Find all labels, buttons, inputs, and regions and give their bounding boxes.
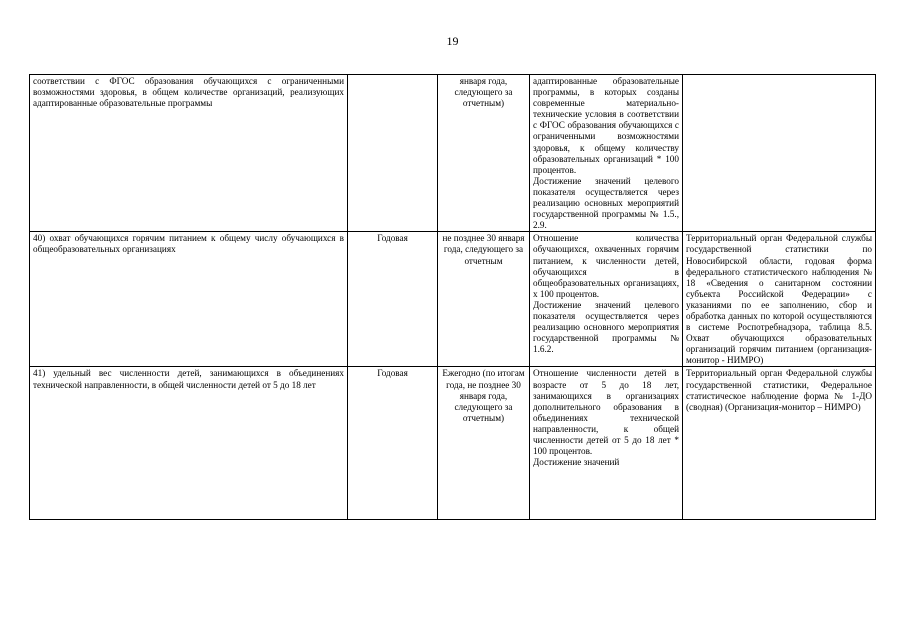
method-paragraph: Отношение численности детей в возрасте от 5 до 18 лет, занимающихся в организациях дополнительного образования в объединениях технической направленности, к общей численности детей от 5 до 18 лет * 100 процентов.: [533, 368, 679, 457]
method-paragraph: Отношение количества обучающихся, охваченных горячим питанием, к численности детей, обучающихся в общеобразовательных организациях, х 100 процентов.: [533, 233, 679, 299]
method-paragraph: адаптированные образовательные программы, в которых созданы современные материально-технические условия в соответствии с ФГОС образования обучающихся с ограниченными возможностями здоровья, к общему количеству образовательных организаций * 100 процентов.: [533, 76, 679, 175]
table-row: [30, 232, 876, 367]
method-cell: [530, 232, 683, 367]
deadline-cell: января года, следующего за отчетным): [438, 75, 530, 232]
indicator-cell: 40) охват обучающихся горячим питанием к общему числу обучающихся в общеобразовательных организациях: [30, 232, 348, 367]
periodicity-cell: Годовая: [348, 367, 438, 520]
indicator-cell: 41) удельный вес численности детей, занимающихся в объединениях технической направленности, в общей численности детей от 5 до 18 лет: [30, 367, 348, 520]
deadline-cell: Ежегодно (по итогам года, не позднее 30 января года, следующего за отчетным): [438, 367, 530, 520]
method-cell: [530, 75, 683, 232]
table-row: [30, 75, 876, 232]
method-paragraph: Достижение значений целевого показателя осуществляется через реализацию основных мероприятий государственной программы № 1.5., 2.9.: [533, 175, 679, 231]
method-paragraph: Достижение значений целевого показателя осуществляется через реализацию основного мероприятия государственной программы № 1.6.2.: [533, 299, 679, 355]
method-cell: [530, 367, 683, 520]
deadline-cell: не позднее 30 января года, следующего за отчетным: [438, 232, 530, 367]
periodicity-cell: [348, 75, 438, 232]
page-number: 19: [446, 34, 459, 48]
source-cell: Территориальный орган Федеральной службы государственной статистики, Федеральное статистическое наблюдение форма № 1-ДО (сводная) (Организация-монитор – НИМРО): [683, 367, 876, 520]
indicators-table: [29, 74, 876, 520]
indicator-cell: соответствии с ФГОС образования обучающихся с ограниченными возможностями здоровья, в общем количестве организаций, реализующих адаптированные образовательные программы: [30, 75, 348, 232]
source-cell: Территориальный орган Федеральной службы государственной статистики по Новосибирской области, годовая форма федерального статистического наблюдения № 18 «Сведения о санитарном состоянии субъекта Российской Федерации» с указаниями по ее заполнению, сбор и обработка данных по которой осуществляются в системе Роспотребнадзора, таблица 8.5. Охват обучающихся образовательных организаций горячим питанием (организация-монитор - НИМРО): [683, 232, 876, 367]
source-cell: [683, 75, 876, 232]
table-row: [30, 367, 876, 520]
periodicity-cell: Годовая: [348, 232, 438, 367]
method-paragraph: Достижение значений: [533, 457, 620, 468]
